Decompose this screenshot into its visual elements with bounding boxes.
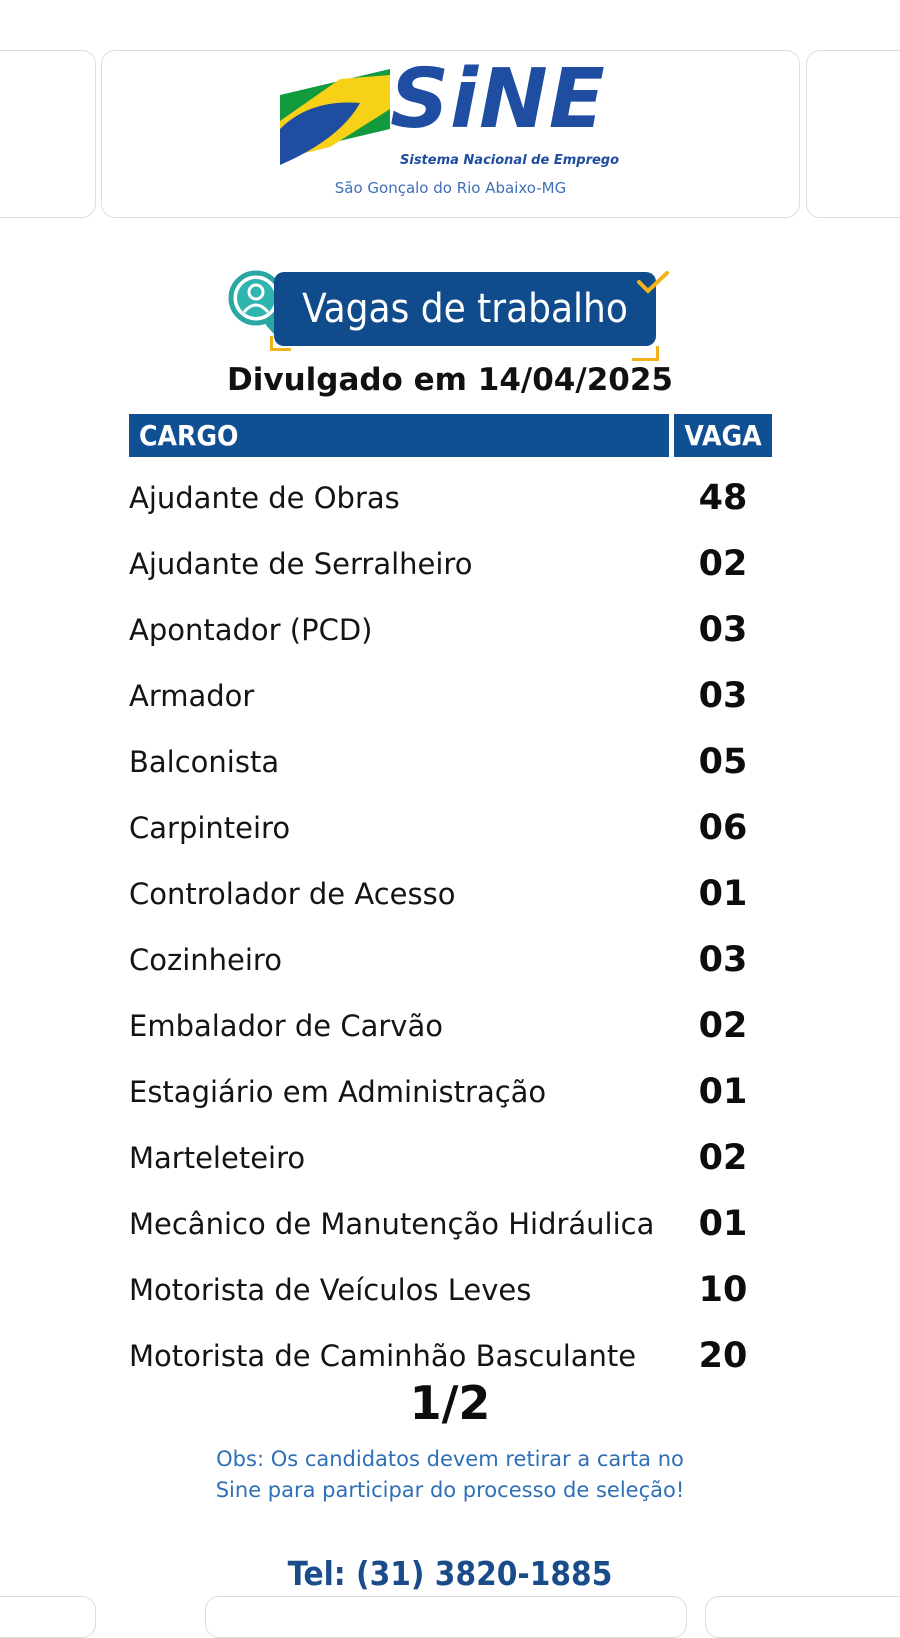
vaga-cell: 20 xyxy=(698,1336,748,1376)
table-row xyxy=(0,602,900,668)
cargo-cell: Marteleteiro xyxy=(129,1141,306,1175)
vaga-cell: 05 xyxy=(698,742,748,782)
carousel-card-prev[interactable] xyxy=(0,50,96,218)
table-row xyxy=(0,668,900,734)
cargo-cell: Armador xyxy=(129,679,255,713)
table-row xyxy=(0,800,900,866)
vaga-cell: 48 xyxy=(698,478,748,518)
table-row xyxy=(0,536,900,602)
banner-title: Vagas de trabalho xyxy=(274,272,656,346)
carousel-card-next[interactable] xyxy=(806,50,900,218)
carousel-card-bottom[interactable] xyxy=(0,1596,96,1638)
cargo-cell: Balconista xyxy=(129,745,280,779)
phone-number[interactable]: Tel: (31) 3820-1885 xyxy=(287,1554,613,1593)
vaga-cell: 01 xyxy=(698,874,748,914)
cargo-cell: Apontador (PCD) xyxy=(129,613,373,647)
check-icon xyxy=(636,270,670,296)
table-row xyxy=(0,932,900,998)
job-list xyxy=(0,470,900,1394)
table-row xyxy=(0,1262,900,1328)
decor-bracket xyxy=(632,346,659,361)
vaga-cell: 10 xyxy=(698,1270,748,1310)
cargo-cell: Cozinheiro xyxy=(129,943,282,977)
cargo-cell: Ajudante de Obras xyxy=(129,481,400,515)
decor-bracket xyxy=(270,336,291,351)
observation-note xyxy=(0,1444,900,1506)
table-row xyxy=(0,1196,900,1262)
cargo-cell: Ajudante de Serralheiro xyxy=(129,547,473,581)
column-header-cargo: CARGO xyxy=(129,414,669,457)
vaga-cell: 02 xyxy=(698,544,748,584)
vaga-cell: 01 xyxy=(698,1204,748,1244)
cargo-cell: Carpinteiro xyxy=(129,811,291,845)
vaga-cell: 03 xyxy=(698,676,748,716)
cargo-cell: Motorista de Veículos Leves xyxy=(129,1273,532,1307)
brazil-flag-logo xyxy=(280,69,390,169)
table-row xyxy=(0,1130,900,1196)
table-row xyxy=(0,998,900,1064)
carousel-card-bottom[interactable] xyxy=(705,1596,900,1638)
header-logo-card xyxy=(101,50,800,218)
cargo-cell: Mecânico de Manutenção Hidráulica xyxy=(129,1207,655,1241)
published-date: Divulgado em 14/04/2025 xyxy=(227,362,673,398)
cargo-cell: Motorista de Caminhão Basculante xyxy=(129,1339,637,1373)
column-header-vaga: VAGA xyxy=(674,414,772,457)
vaga-cell: 02 xyxy=(698,1006,748,1046)
observation-line: Obs: Os candidatos devem retirar a carta no xyxy=(216,1447,684,1471)
table-row xyxy=(0,1064,900,1130)
vaga-cell: 06 xyxy=(698,808,748,848)
table-row xyxy=(0,866,900,932)
city-label: São Gonçalo do Rio Abaixo-MG xyxy=(334,179,567,197)
carousel-card-bottom[interactable] xyxy=(205,1596,687,1638)
table-row xyxy=(0,470,900,536)
cargo-cell: Estagiário em Administração xyxy=(129,1075,547,1109)
vaga-cell: 03 xyxy=(698,610,748,650)
cargo-cell: Embalador de Carvão xyxy=(129,1009,443,1043)
page-indicator: 1/2 xyxy=(409,1376,491,1430)
cargo-cell: Controlador de Acesso xyxy=(129,877,456,911)
logo-wordmark: SiNE xyxy=(390,52,606,147)
logo-subtitle: Sistema Nacional de Emprego xyxy=(400,153,620,168)
vaga-cell: 01 xyxy=(698,1072,748,1112)
vaga-cell: 02 xyxy=(698,1138,748,1178)
observation-line: Sine para participar do processo de seleção! xyxy=(215,1478,685,1502)
table-row xyxy=(0,734,900,800)
vaga-cell: 03 xyxy=(698,940,748,980)
